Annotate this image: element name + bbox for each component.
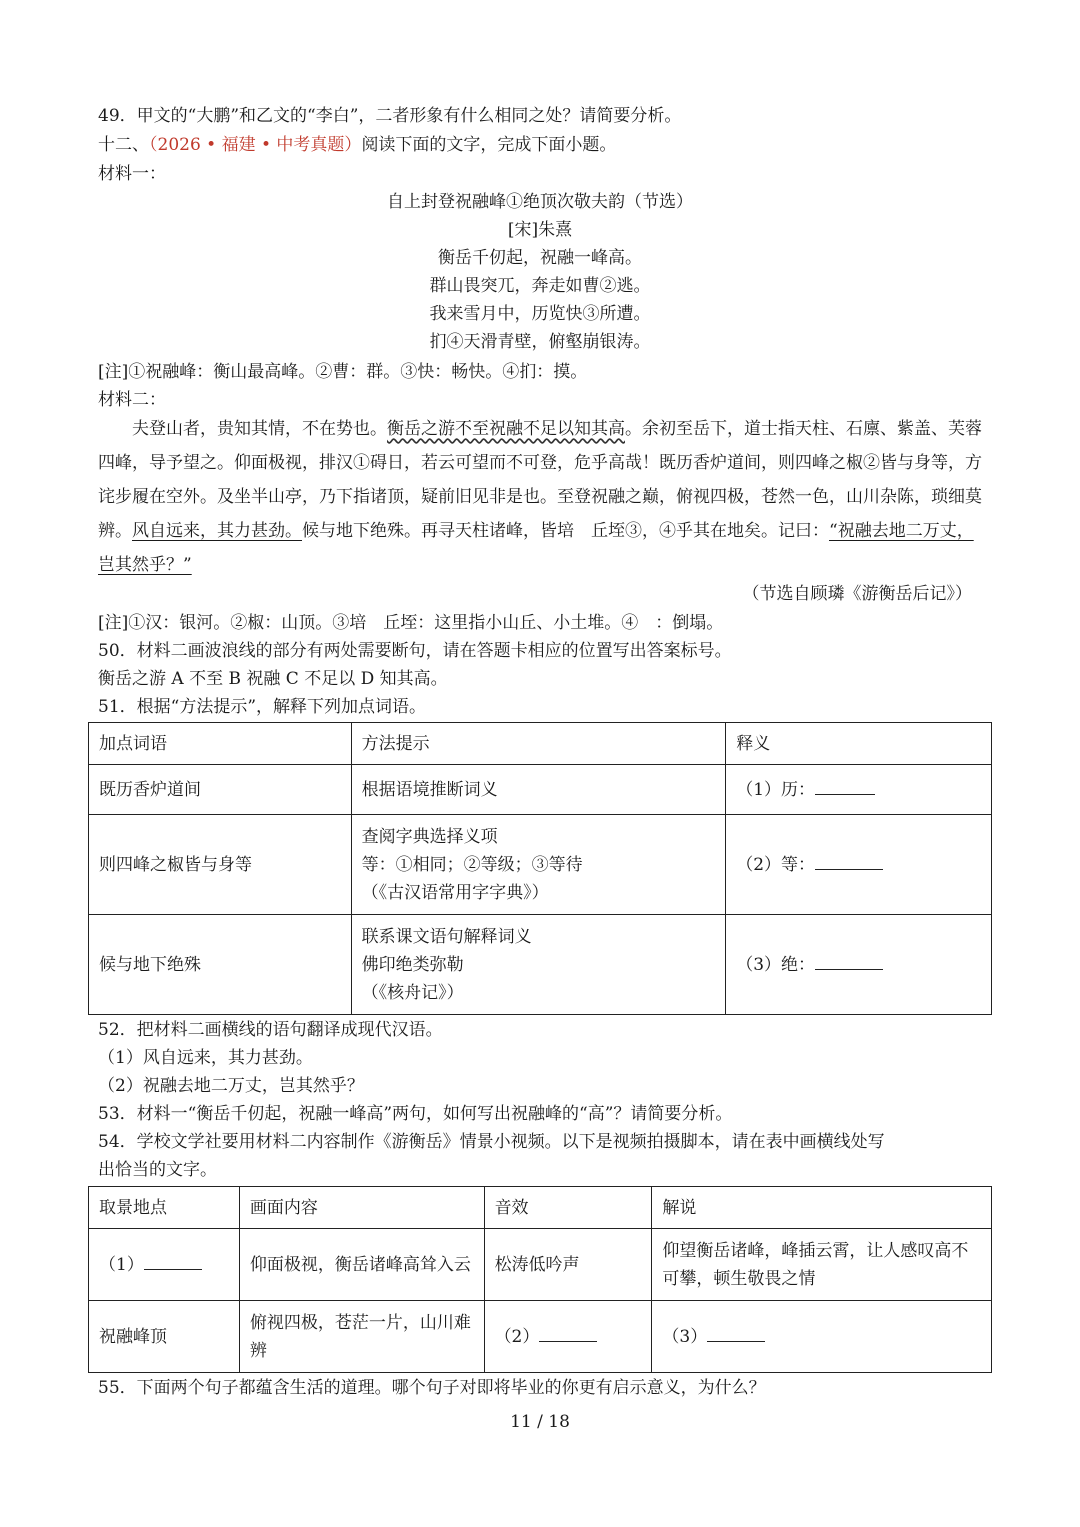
- essay-text: 夫登山者，贵知其情，不在势也。: [132, 419, 387, 439]
- table-header: 画面内容: [239, 1187, 484, 1229]
- place-cell: [89, 1229, 240, 1301]
- table-header: 加点词语: [89, 723, 352, 765]
- table-header: 释义: [726, 723, 992, 765]
- poem-author: [宋]朱熹: [507, 220, 573, 240]
- scene-cell: 仰面极视，衡岳诸峰高耸入云: [239, 1229, 484, 1301]
- underlined-sentence-2: “祝融去地二万丈，岂其然乎？”: [98, 521, 974, 575]
- question-50-text: 衡岳之游 A 不至 B 祝融 C 不足以 D 知其高。: [98, 669, 448, 689]
- narration-cell: 仰望衡岳诸峰，峰插云霄，让人感叹高不可攀，顿生敬畏之情: [652, 1229, 992, 1301]
- table-row: [89, 915, 992, 1015]
- blank-label: （2）: [494, 1326, 540, 1347]
- table-row: [89, 815, 992, 915]
- poem-line: 衡岳千仞起，祝融一峰高。: [438, 248, 642, 268]
- answer-cell: [726, 765, 992, 815]
- answer-blank[interactable]: [707, 1323, 765, 1342]
- answer-label: （3）绝：: [736, 954, 816, 975]
- hint-line: 联系课文语句解释词义: [361, 926, 532, 947]
- essay-text: 候与地下绝殊。再寻天柱诸峰，皆培 丘垤③，④乎其在地矣。记曰：: [302, 521, 829, 541]
- sound-cell: [484, 1301, 652, 1373]
- table-row: [89, 765, 992, 815]
- answer-blank[interactable]: [815, 776, 875, 795]
- hint-cell: 根据语境推断词义: [351, 765, 726, 815]
- material-2-label: 材料二：: [98, 390, 166, 410]
- material-2-essay: [98, 412, 988, 582]
- essay-text: 。余初至岳下，道士指天柱、石廪、紫盖、芙蓉四峰，导予望之。仰面极视，排汉①碍日，若云可望而不可登，危乎高哉！既历香炉道间，则四峰之椒②皆与身等，方诧步履在空外。及坐半山亭，乃下指诸顶，疑前旧见非是也。至登祝融之巅，俯视四极，苍然一色，山川杂陈，琐细莫辨。: [98, 419, 982, 541]
- word-cell: 则四峰之椒皆与身等: [89, 815, 352, 915]
- hint-cell: [351, 915, 726, 1015]
- hint-line: 查阅字典选择义项: [361, 826, 498, 847]
- question-49: 49．甲文的“大鹏”和乙文的“李白”，二者形象有什么相同之处？请简要分析。: [98, 106, 682, 126]
- essay-source: （节选自顾璘《游衡岳后记》）: [742, 584, 972, 604]
- material-1-label: 材料一：: [98, 164, 166, 184]
- hint-line: （《核舟记》）: [361, 982, 464, 1003]
- table-header-row: [89, 723, 992, 765]
- sound-cell: 松涛低吟声: [484, 1229, 652, 1301]
- answer-blank[interactable]: [815, 851, 883, 870]
- answer-label: （2）等：: [736, 854, 816, 875]
- page-number: 11 / 18: [510, 1412, 570, 1432]
- question-55: 55．下面两个句子都蕴含生活的道理。哪个句子对即将毕业的你更有启示意义，为什么？: [98, 1378, 766, 1398]
- table-header-row: [89, 1187, 992, 1229]
- essay-note: [注]①汉：银河。②椒：山顶。③培 丘垤：这里指小山丘、小土堆。④ ：倒塌。: [98, 613, 724, 633]
- place-cell: 祝融峰顶: [89, 1301, 240, 1373]
- question-54-line-1: 54．学校文学社要用材料二内容制作《游衡岳》情景小视频。以下是视频拍摄脚本，请在表中画横线处写: [98, 1132, 885, 1152]
- video-script-table: [88, 1186, 992, 1373]
- answer-label: （1）历：: [736, 779, 816, 800]
- section-instruction: 阅读下面的文字，完成下面小题。: [361, 135, 617, 155]
- section-12-heading: [98, 131, 616, 159]
- blank-label: （1）: [99, 1254, 144, 1275]
- poem-line: 我来雪月中，历览快③所遭。: [429, 304, 651, 324]
- answer-cell: [726, 915, 992, 1015]
- word-cell: 候与地下绝殊: [89, 915, 352, 1015]
- section-number: 十二、: [98, 135, 149, 155]
- answer-blank[interactable]: [815, 951, 883, 970]
- poem-note: [注]①祝融峰：衡山最高峰。②曹：群。③快：畅快。④扪：摸。: [98, 362, 588, 382]
- answer-blank[interactable]: [144, 1251, 202, 1270]
- question-53: 53．材料一“衡岳千仞起，祝融一峰高”两句，如何写出祝融峰的“高”？请简要分析。: [98, 1104, 733, 1124]
- underlined-sentence-1: 风自远来，其力甚劲。: [132, 521, 302, 541]
- table-row: [89, 1229, 992, 1301]
- question-52-1: （1）风自远来，其力甚劲。: [98, 1048, 313, 1068]
- hint-line: 佛印绝类弥勒: [361, 954, 464, 975]
- hint-line: （《古汉语常用字字典》）: [361, 882, 549, 903]
- table-header: 取景地点: [89, 1187, 240, 1229]
- word-explanation-table: [88, 722, 992, 1015]
- question-50: 50．材料二画波浪线的部分有两处需要断句，请在答题卡相应的位置写出答案标号。: [98, 641, 732, 661]
- poem-title: 自上封登祝融峰①绝顶次敬夫韵（节选）: [387, 192, 693, 212]
- blank-label: （3）: [662, 1326, 708, 1347]
- question-51: 51．根据“方法提示”，解释下列加点词语。: [98, 697, 427, 717]
- poem-line: 群山畏突兀，奔走如曹②逃。: [429, 276, 651, 296]
- poem-line: 扪④天滑青壁，俯壑崩银涛。: [429, 332, 651, 352]
- hint-line: 等：①相同；②等级；③等待: [361, 854, 583, 875]
- answer-blank[interactable]: [539, 1323, 597, 1342]
- hint-cell: [351, 815, 726, 915]
- question-54-line-2: 出恰当的文字。: [98, 1160, 217, 1180]
- table-header: 音效: [484, 1187, 652, 1229]
- table-header: 解说: [652, 1187, 992, 1229]
- word-cell: 既历香炉道间: [89, 765, 352, 815]
- answer-cell: [726, 815, 992, 915]
- scene-cell: 俯视四极，苍茫一片，山川难辨: [239, 1301, 484, 1373]
- table-row: [89, 1301, 992, 1373]
- question-52-2: （2）祝融去地二万丈，岂其然乎？: [98, 1076, 364, 1096]
- section-source: （2026 • 福建 • 中考真题）: [149, 135, 362, 155]
- wavy-underlined-sentence: 衡岳之游不至祝融不足以知其高: [387, 419, 625, 439]
- question-52: 52．把材料二画横线的语句翻译成现代汉语。: [98, 1020, 443, 1040]
- table-header: 方法提示: [351, 723, 726, 765]
- narration-cell: [652, 1301, 992, 1373]
